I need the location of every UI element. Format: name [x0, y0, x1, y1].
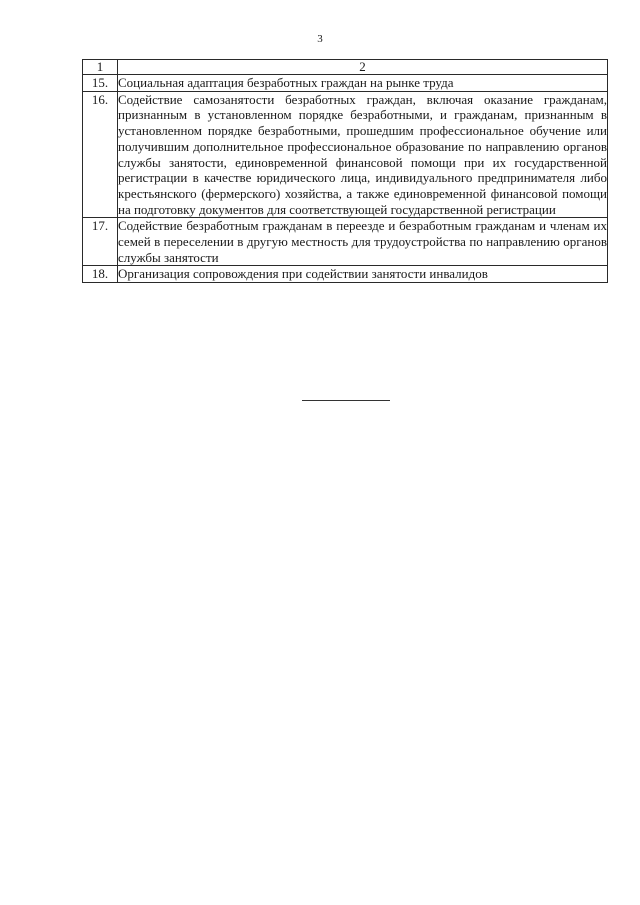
table-row — [83, 91, 608, 218]
page-number: 3 — [317, 33, 323, 45]
row-number: 17. — [83, 218, 118, 266]
table-header-row — [83, 60, 608, 75]
row-number: 15. — [83, 75, 118, 92]
row-text: Социальная адаптация безработных граждан на рынке труда — [118, 75, 608, 92]
row-text: Содействие безработным гражданам в переезде и безработным гражданам и членам их семей в переселении в другую местность для трудоустройства по направлению органов службы занятости — [118, 218, 607, 265]
row-number: 16. — [83, 91, 118, 218]
row-number: 18. — [83, 266, 118, 283]
services-table — [82, 59, 608, 283]
table-row — [83, 266, 608, 283]
row-text: Содействие самозанятости безработных граждан, включая оказание гражданам, признанным в установленном порядке безработными, и гражданам, признанным в установленном порядке безработными, прошедшим профессиональное обучение или получившим дополнительное профессиональное образование по направлению органов службы занятости, единовременной финансовой помощи при их государственной регистрации в качестве юридического лица, индивидуального предпринимателя либо крестьянского (фермерского) хозяйства, а также единовременной финансовой помощи на подготовку документов для соответствующей государственной регистрации — [118, 91, 607, 217]
end-separator-line — [302, 400, 390, 401]
header-cell-number: 1 — [83, 60, 118, 75]
row-text: Организация сопровождения при содействии занятости инвалидов — [118, 266, 608, 283]
table-row — [83, 218, 608, 266]
header-cell-description: 2 — [118, 60, 608, 75]
table-row — [83, 75, 608, 92]
